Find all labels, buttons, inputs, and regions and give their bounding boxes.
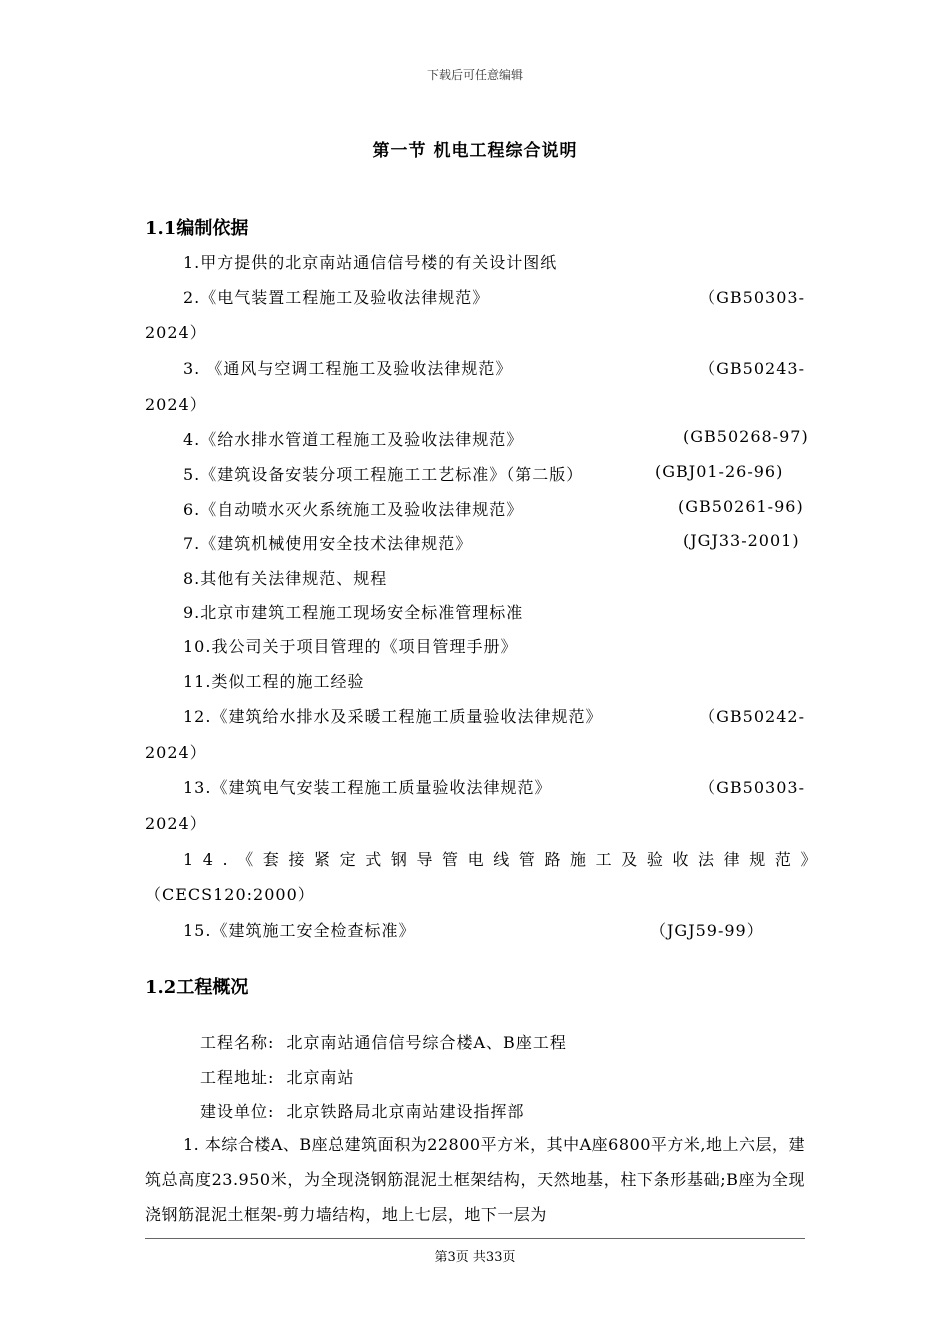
standard-code: （GB50303- [699,288,805,307]
list-item: 6.《自动喷水灭火系统施工及验收法律规范》 [183,500,524,519]
list-item: 5.《建筑设备安装分项工程施工工艺标准》（第二版） [183,465,584,484]
footer-divider [145,1238,805,1239]
list-item: 3. 《通风与空调工程施工及验收法律规范》 [183,359,513,378]
standard-code-continued: （CECS120:2000） [145,885,315,904]
list-item: 2.《电气装置工程施工及验收法律规范》 [183,288,490,307]
header-note: 下载后可任意编辑 [426,68,523,82]
standard-code: (GB50268-97) [683,427,809,446]
section-title: 第一节 机电工程综合说明 [372,141,578,161]
list-item: 13.《建筑电气安装工程施工质量验收法律规范》 [183,778,552,797]
standard-code: (GBJ01-26-96) [655,462,784,481]
list-item: 11.类似工程的施工经验 [183,672,365,691]
standard-code: （GB50303- [699,778,805,797]
heading-overview: 1.2工程概况 [145,977,249,998]
list-item: 14.《套接紧定式钢导管电线管路施工及验收法律规范》 [183,850,827,869]
list-item: 12.《建筑给水排水及采暖工程施工质量验收法律规范》 [183,707,603,726]
list-item: 15.《建筑施工安全检查标准》 [183,921,416,940]
list-item: 1.甲方提供的北京南站通信信号楼的有关设计图纸 [183,253,558,272]
list-item: 4.《给水排水管道工程施工及验收法律规范》 [183,430,524,449]
list-item: 9.北京市建筑工程施工现场安全标准管理标准 [183,603,524,622]
standard-code-continued: 2024） [145,743,207,762]
standard-code: （JGJ59-99） [650,921,764,940]
project-name-value: 北京南站通信信号综合楼A、B座工程 [286,1033,567,1052]
standard-code-continued: 2024） [145,814,207,833]
standard-code-continued: 2024） [145,395,207,414]
list-item: 8.其他有关法律规范、规程 [183,569,388,588]
project-address-row [200,1065,355,1088]
project-owner-label: 建设单位: [200,1102,275,1121]
project-name-label: 工程名称: [200,1033,275,1052]
project-address-value: 北京南站 [286,1068,355,1087]
overview-paragraph: 1. 本综合楼A、B座总建筑面积为22800平方米，其中A座6800平方米,地上六层，建筑总高度23.950米，为全现浇钢筋混泥土框架结构，天然地基，柱下条形基础;B座为全现浇钢筋混泥土框架-剪力墙结构，地上七层，地下一层为 [145,1135,805,1224]
standard-code: (GB50261-96) [678,497,804,516]
heading-basis: 1.1编制依据 [145,218,249,239]
list-item: 7.《建筑机械使用安全技术法律规范》 [183,534,473,553]
standard-code: （GB50243- [699,359,805,378]
project-owner-value: 北京铁路局北京南站建设指挥部 [286,1102,525,1121]
project-address-label: 工程地址: [200,1068,275,1087]
project-owner-row [200,1099,525,1122]
standard-code: (JGJ33-2001) [683,531,800,550]
standard-code: （GB50242- [699,707,805,726]
list-item: 10.我公司关于项目管理的《项目管理手册》 [183,637,518,656]
page-number: 第3页 共33页 [434,1250,516,1265]
standard-code-continued: 2024） [145,323,207,342]
project-name-row [200,1030,567,1053]
